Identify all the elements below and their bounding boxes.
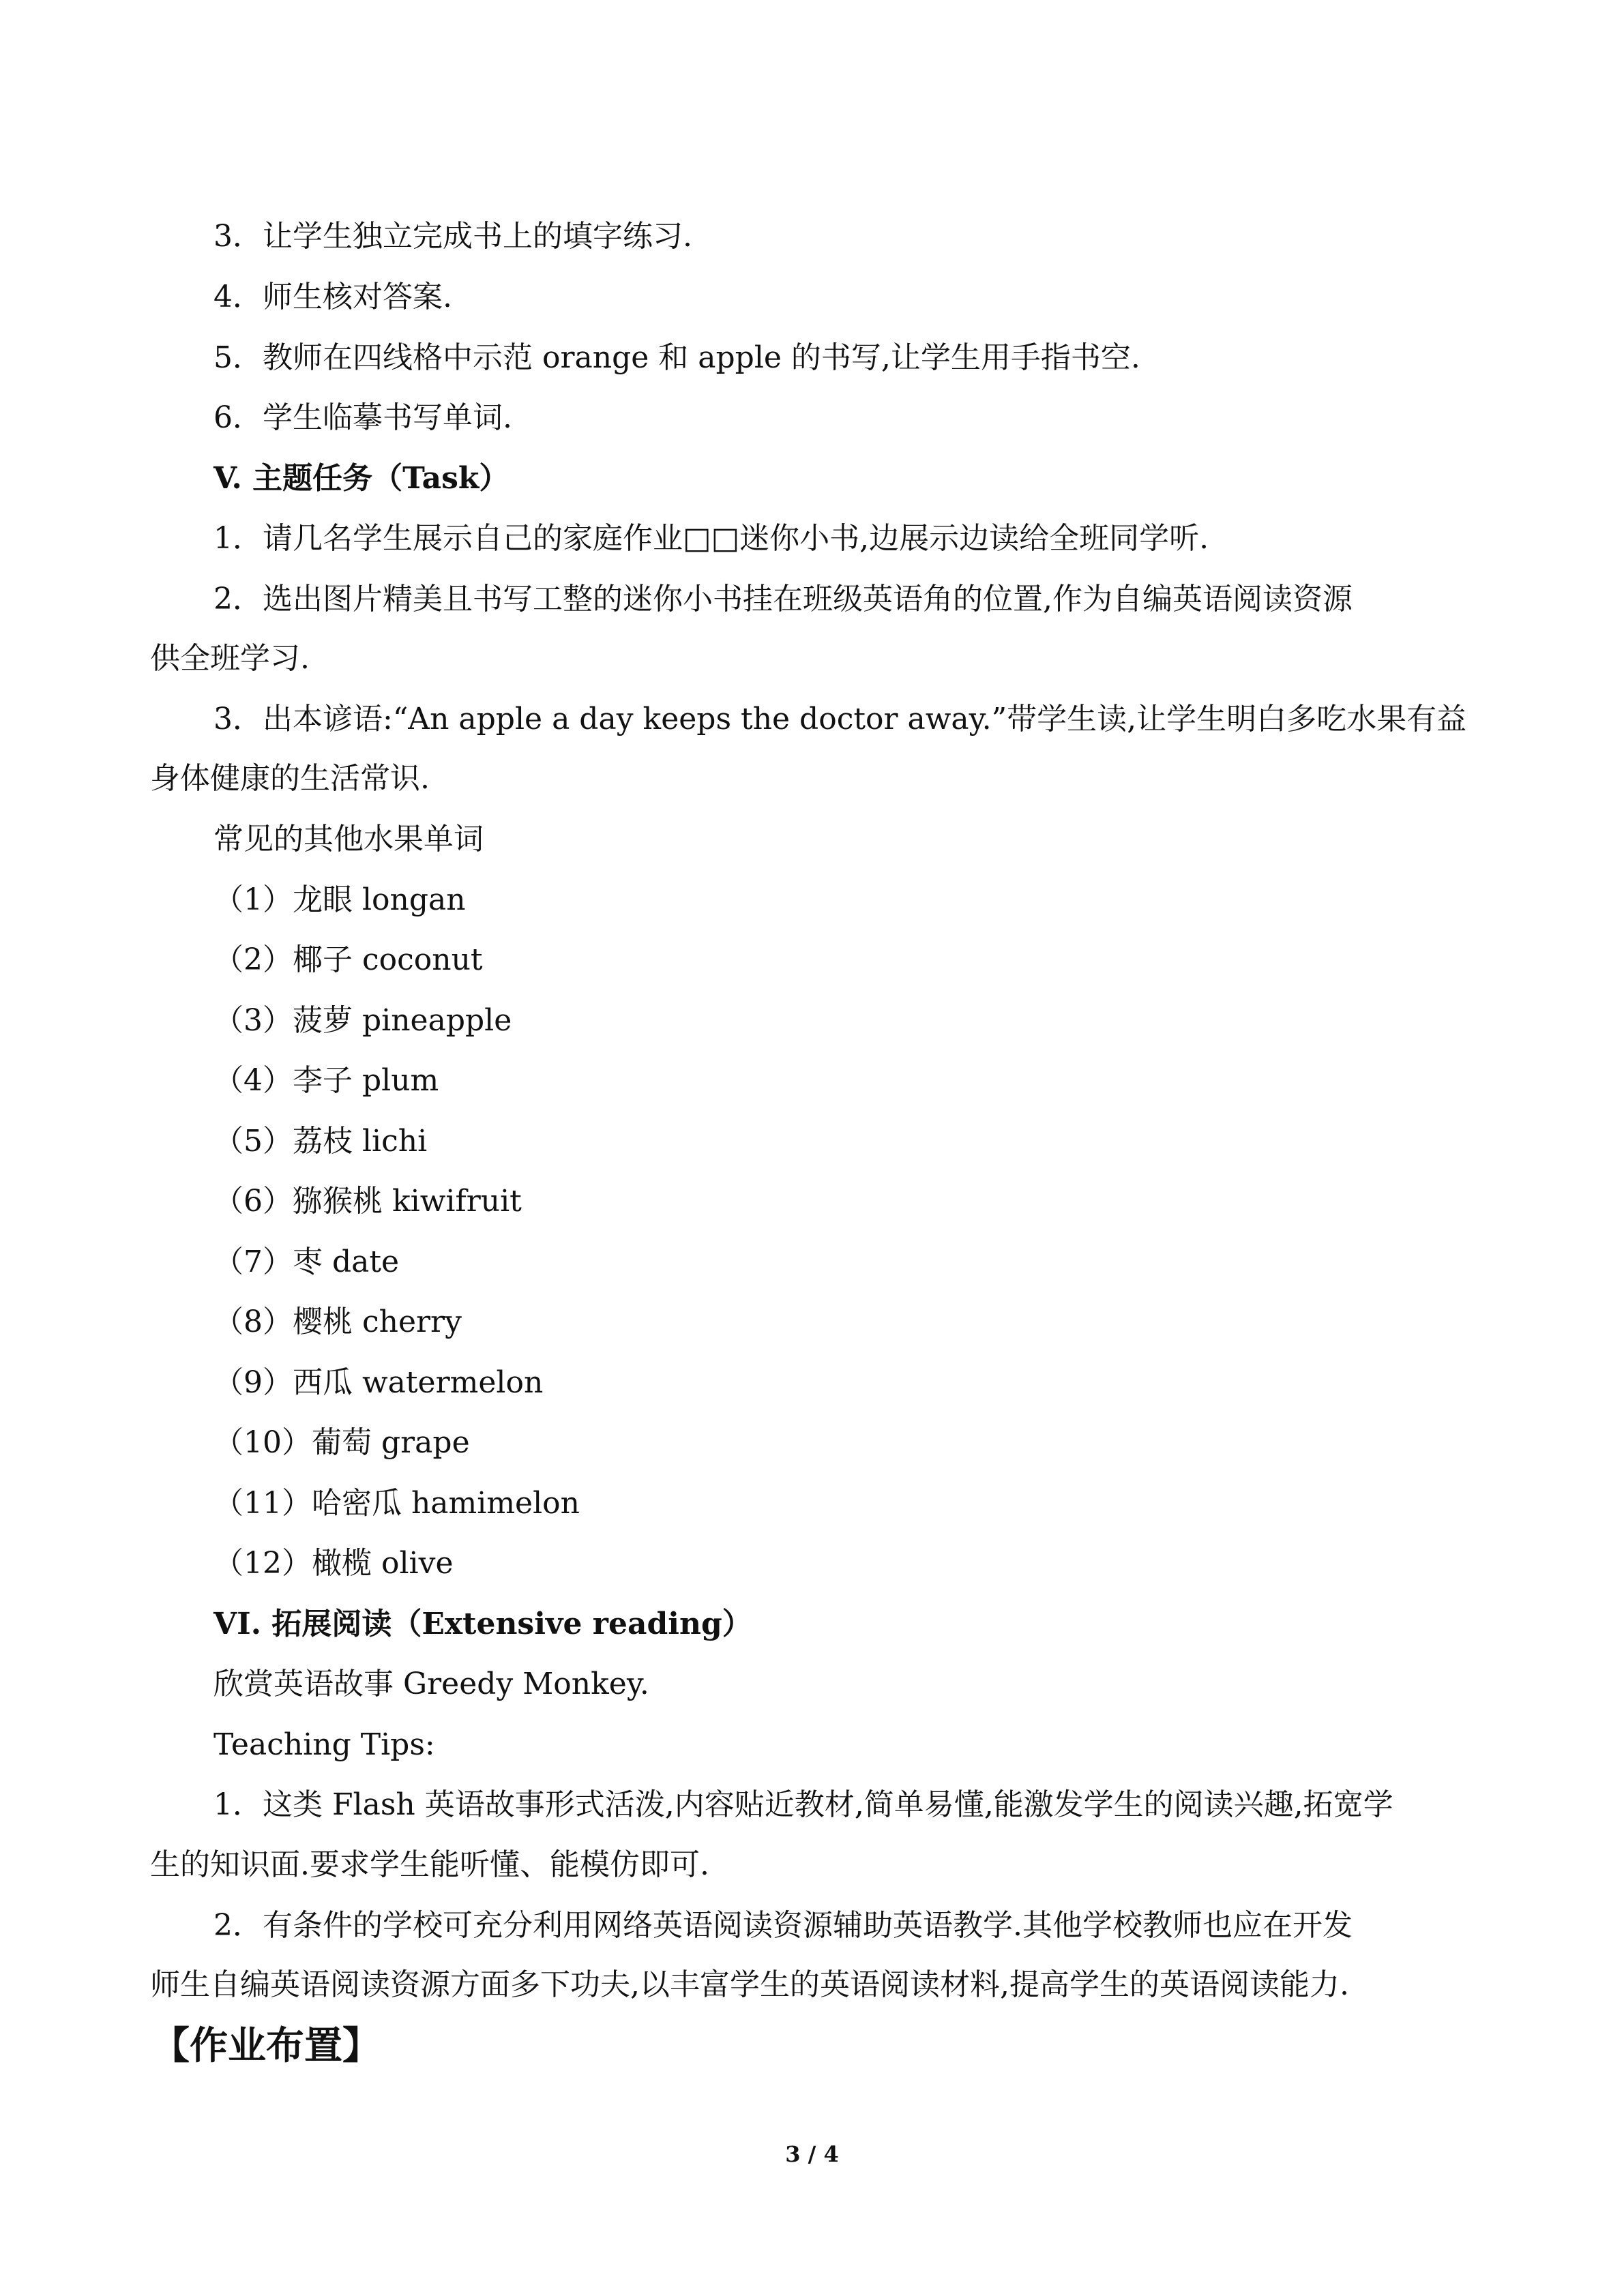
step-4: 4．师生核对答案. — [213, 280, 452, 314]
tip-2-line-1: 2．有条件的学校可充分利用网络英语阅读资源辅助英语教学.其他学校教师也应在开发 — [213, 1908, 1353, 1943]
step-5: 5．教师在四线格中示范 orange 和 apple 的书写,让学生用手指书空. — [213, 340, 1140, 375]
fruit-item: （3）菠萝 pineapple — [213, 1003, 512, 1038]
tip-2-line-2: 师生自编英语阅读资源方面多下功夫,以丰富学生的英语阅读材料,提高学生的英语阅读能力. — [150, 1967, 1349, 2002]
section-5-heading: V. 主题任务（Task） — [213, 461, 510, 496]
teaching-tips-label: Teaching Tips: — [213, 1727, 435, 1762]
fruits-title: 常见的其他水果单词 — [213, 822, 484, 856]
fruit-item: （11）哈密瓜 hamimelon — [213, 1486, 580, 1521]
fruit-item: （7）枣 date — [213, 1244, 400, 1279]
fruit-item: （2）椰子 coconut — [213, 942, 483, 977]
task-item-2-line-2: 供全班学习. — [150, 641, 310, 676]
fruit-item: （9）西瓜 watermelon — [213, 1365, 544, 1400]
tip-1-line-2: 生的知识面.要求学生能听懂、能模仿即可. — [150, 1847, 709, 1882]
section-6-heading: VI. 拓展阅读（Extensive reading） — [213, 1607, 752, 1641]
fruit-item: （12）橄榄 olive — [213, 1546, 454, 1581]
page-number: 3 / 4 — [785, 2141, 839, 2167]
fruit-item: （5）荔枝 lichi — [213, 1124, 428, 1159]
fruit-item: （6）猕猴桃 kiwifruit — [213, 1184, 522, 1219]
task-item-2-line-1: 2．选出图片精美且书写工整的迷你小书挂在班级英语角的位置,作为自编英语阅读资源 — [213, 582, 1353, 616]
task-item-1: 1．请几名学生展示自己的家庭作业□□迷你小书,边展示边读给全班同学听. — [213, 521, 1209, 556]
fruit-item: （8）樱桃 cherry — [213, 1304, 462, 1339]
task-item-3-line-2: 身体健康的生活常识. — [150, 761, 430, 796]
story-line: 欣赏英语故事 Greedy Monkey. — [213, 1667, 649, 1701]
fruit-item: （4）李子 plum — [213, 1063, 439, 1098]
fruit-item: （1）龙眼 longan — [213, 882, 466, 917]
task-item-3-line-1: 3．出本谚语:“An apple a day keeps the doctor away.”带学生读,让学生明白多吃水果有益 — [213, 702, 1467, 736]
homework-heading: 【作业布置】 — [151, 2024, 381, 2068]
fruit-item: （10）葡萄 grape — [213, 1425, 470, 1460]
step-3: 3．让学生独立完成书上的填字练习. — [213, 219, 692, 254]
step-6: 6．学生临摹书写单词. — [213, 400, 512, 435]
tip-1-line-1: 1．这类 Flash 英语故事形式活泼,内容贴近教材,简单易懂,能激发学生的阅读兴趣,拓宽学 — [213, 1787, 1393, 1822]
